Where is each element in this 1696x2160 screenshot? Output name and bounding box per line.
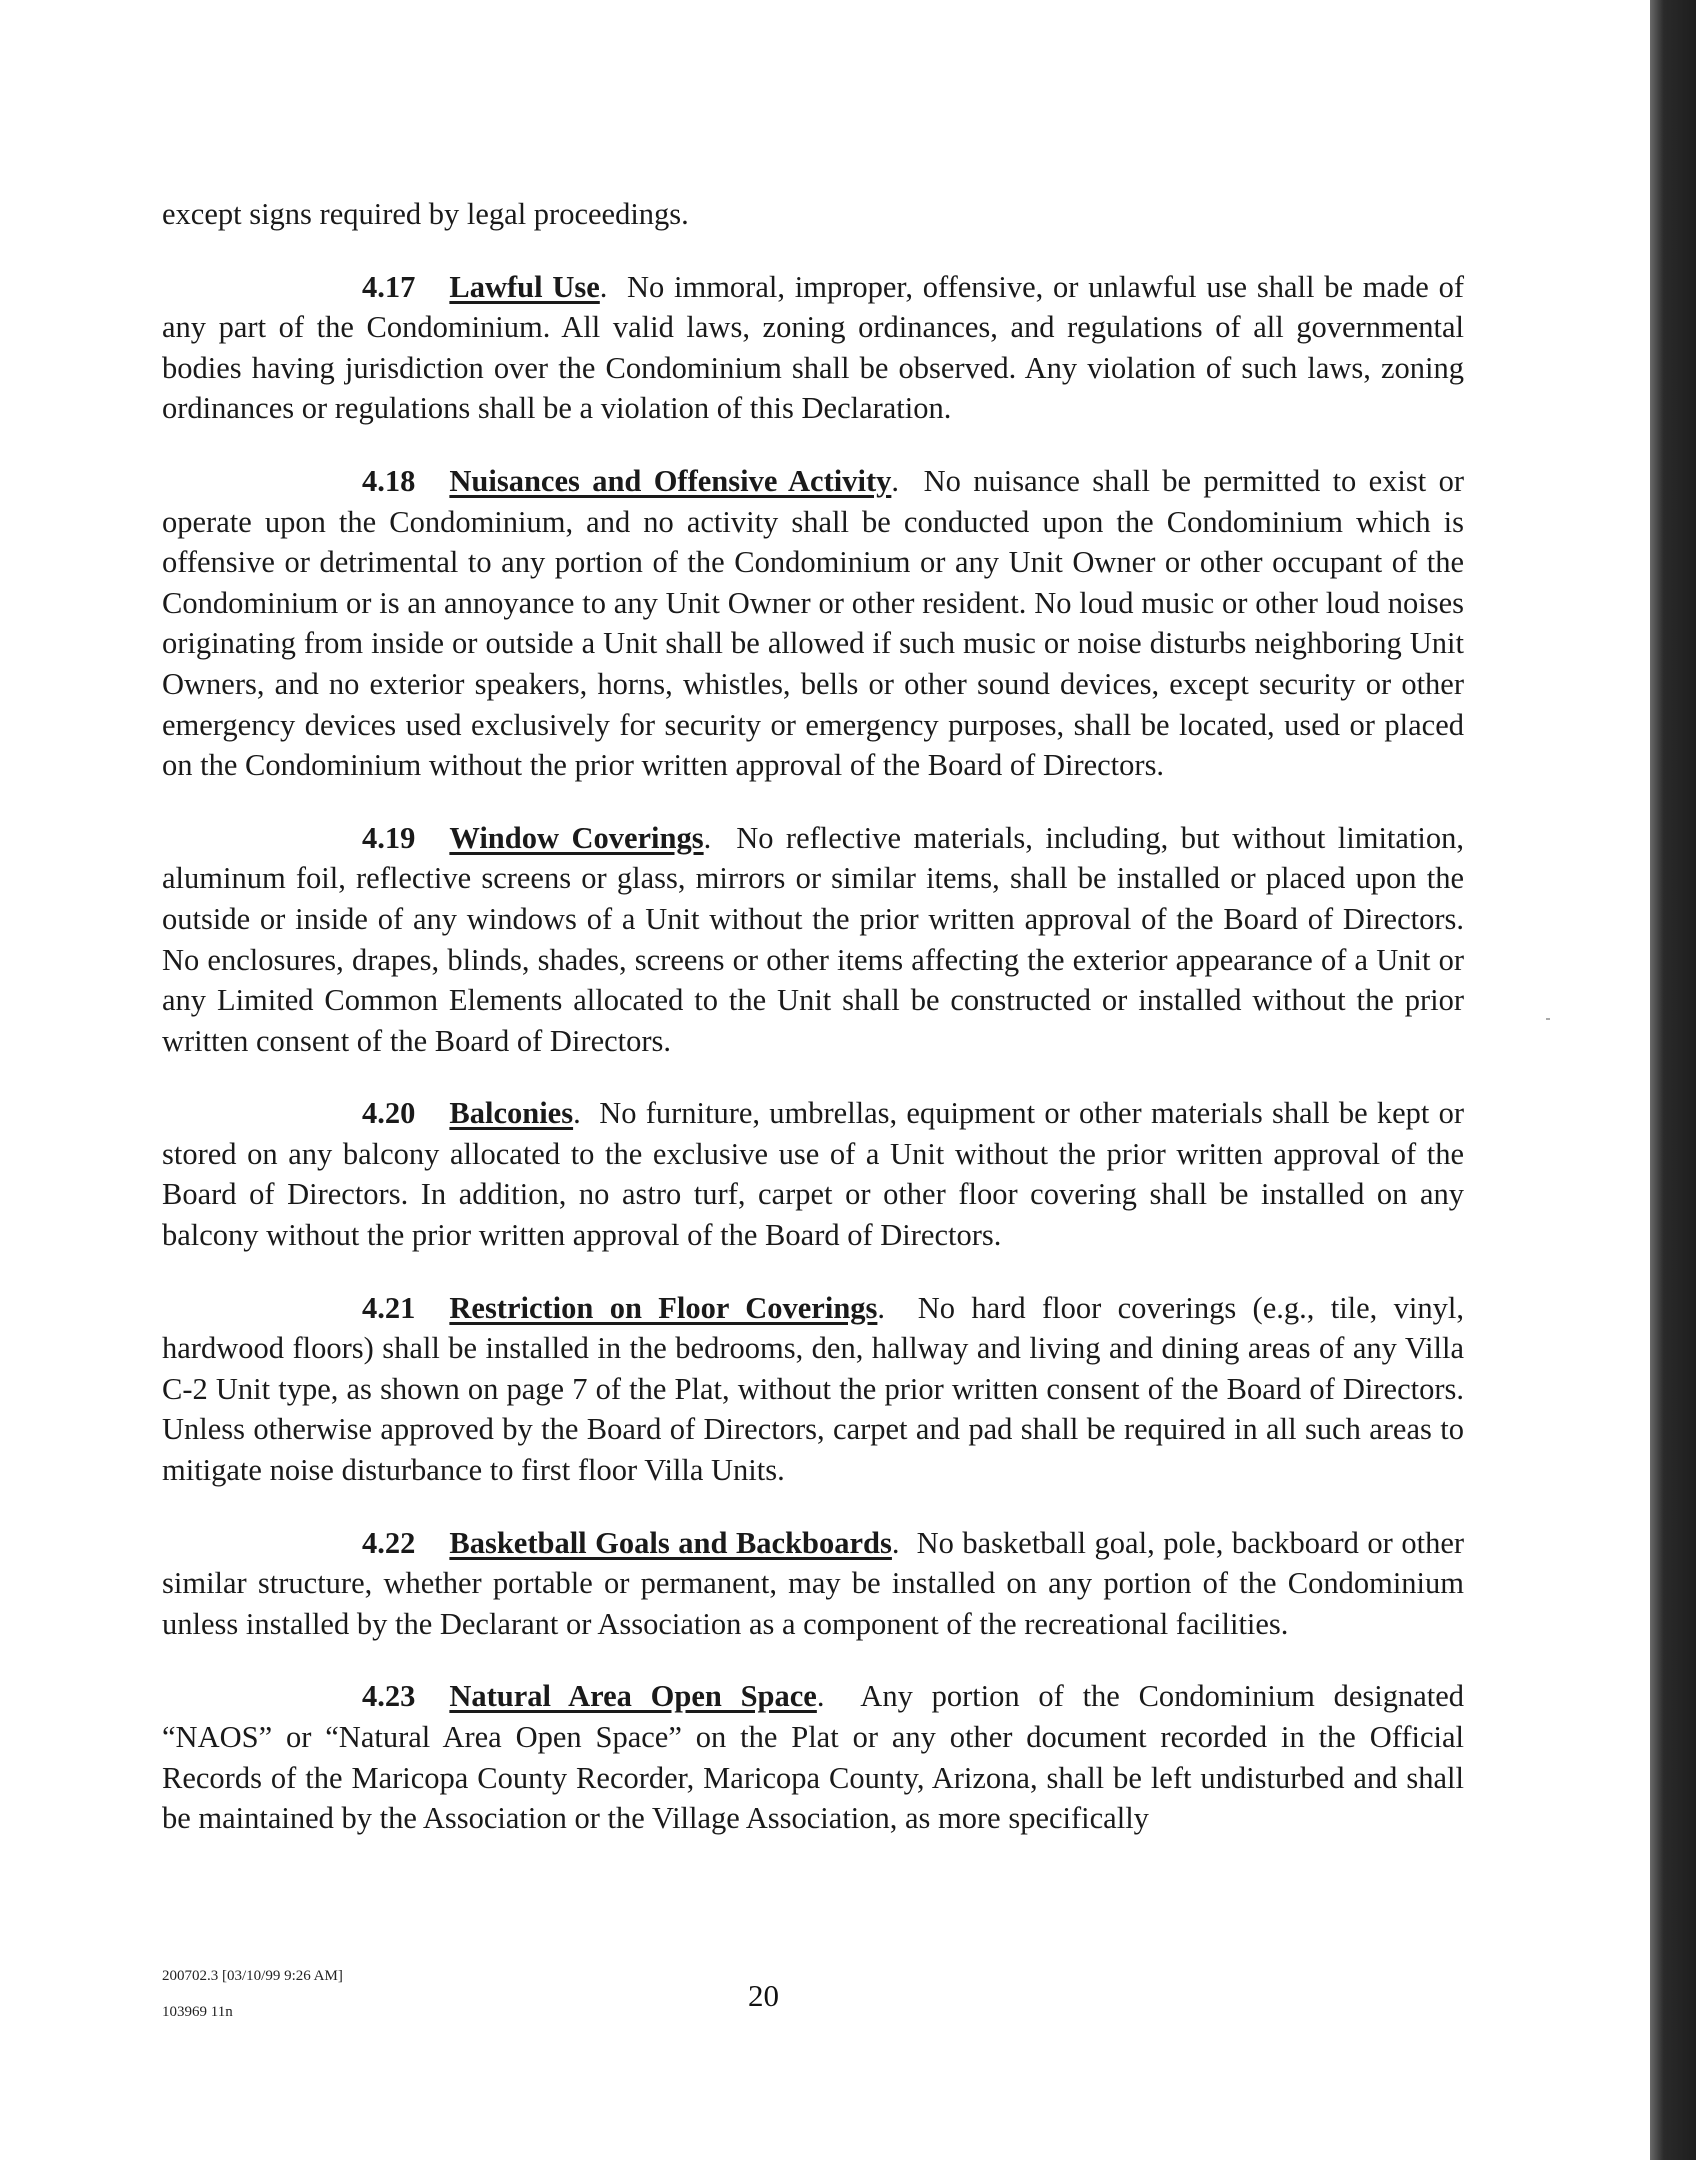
section-4-20 xyxy=(162,1093,1464,1255)
section-title-punct: . xyxy=(599,269,608,304)
section-body: No reflective materials, including, but without limitation, aluminum foil, reflective screens or glass, mirrors or similar items, shall be installed or placed upon the outside or inside of any windows of a Unit without the prior written approval of the Board of Directors. No enclosures, drapes, blinds, shades, screens or other items affecting the exterior appearance of a Unit or any Limited Common Elements allocated to the Unit shall be constructed or installed without the prior written consent of the Board of Directors. xyxy=(162,820,1465,1058)
section-4-17 xyxy=(162,267,1464,429)
section-body: No furniture, umbrellas, equipment or other materials shall be kept or stored on any balcony allocated to the exclusive use of a Unit without the prior written approval of the Board of Directors. In addition, no astro turf, carpet or other floor covering shall be installed on any balcony without the prior written approval of the Board of Directors. xyxy=(162,1096,1465,1253)
section-title: Basketball Goals and Backboards xyxy=(449,1525,892,1560)
section-number: 4.22 xyxy=(362,1525,416,1560)
section-title-punct: . xyxy=(573,1096,581,1131)
section-title: Natural Area Open Space xyxy=(449,1679,817,1714)
section-title: Lawful Use xyxy=(449,269,600,304)
section-number: 4.18 xyxy=(362,463,416,498)
footer-doc-ref-1: 200702.3 [03/10/99 9:26 AM] xyxy=(162,1968,343,1984)
section-number: 4.21 xyxy=(362,1290,416,1325)
scan-edge-shadow xyxy=(1650,0,1696,2160)
page-number: 20 xyxy=(748,1978,779,2013)
section-body: No nuisance shall be permitted to exist or operate upon the Condominium, and no activity shall be conducted upon the Condominium which is offensive or detrimental to any portion of the Condominium or any Unit Owner or other occupant of the Condominium or is an annoyance to any Unit Owner or other resident. No loud music or other loud noises originating from inside or outside a Unit shall be allowed if such music or noise disturbs neighboring Unit Owners, and no exterior speakers, horns, whistles, bells or other sound devices, except security or other emergency devices used exclusively for security or emergency purposes, shall be located, used or placed on the Condominium without the prior written approval of the Board of Directors. xyxy=(162,463,1464,783)
section-title-punct: . xyxy=(877,1290,886,1325)
section-title: Restriction on Floor Coverings xyxy=(449,1290,878,1325)
section-number: 4.19 xyxy=(362,820,416,855)
section-4-23 xyxy=(162,1676,1464,1838)
section-body: Any portion of the Condominium designated “NAOS” or “Natural Area Open Space” on the Plat or any other document recorded in the Official Records of the Maricopa County Recorder, Maricopa County, Arizona, shall be left undisturbed and shall be maintained by the Association or the Village Association, as more specifically xyxy=(162,1679,1465,1836)
section-body: No immoral, improper, offensive, or unlawful use shall be made of any part of the Condominium. All valid laws, zoning ordinances, and regulations of all governmental bodies having jurisdiction over the Condominium shall be observed. Any violation of such laws, zoning ordinances or regulations shall be a violation of this Declaration. xyxy=(162,269,1465,426)
section-body: No hard floor coverings (e.g., tile, vinyl, hardwood floors) shall be installed in the bedrooms, den, hallway and living and dining areas of any Villa C-2 Unit type, as shown on page 7 of the Plat, without the prior written consent of the Board of Directors. Unless otherwise approved by the Board of Directors, carpet and pad shall be required in all such areas to mitigate noise disturbance to first floor Villa Units. xyxy=(162,1290,1464,1488)
section-body: No basketball goal, pole, backboard or other similar structure, whether portable or permanent, may be installed on any portion of the Condominium unless installed by the Declarant or Association as a component of the recreational facilities. xyxy=(162,1525,1465,1641)
footer-doc-ref-2: 103969 11n xyxy=(162,2004,233,2020)
section-title: Nuisances and Offensive Activity xyxy=(449,463,892,498)
scan-speck xyxy=(1546,1018,1550,1020)
section-number: 4.17 xyxy=(362,269,416,304)
section-title: Window Coverings xyxy=(449,820,704,855)
section-title-punct: . xyxy=(703,820,712,855)
section-4-19 xyxy=(162,818,1464,1062)
section-title-punct: . xyxy=(891,463,899,498)
section-number: 4.20 xyxy=(362,1096,416,1131)
section-title: Balconies xyxy=(449,1096,574,1131)
section-number: 4.23 xyxy=(362,1679,416,1714)
body-text xyxy=(162,194,1464,1839)
section-title-punct: . xyxy=(891,1525,900,1560)
section-4-18 xyxy=(162,461,1464,786)
section-4-22 xyxy=(162,1523,1464,1645)
section-4-21 xyxy=(162,1288,1464,1491)
opening-line: except signs required by legal proceedings. xyxy=(162,197,689,231)
section-title-punct: . xyxy=(816,1679,825,1714)
